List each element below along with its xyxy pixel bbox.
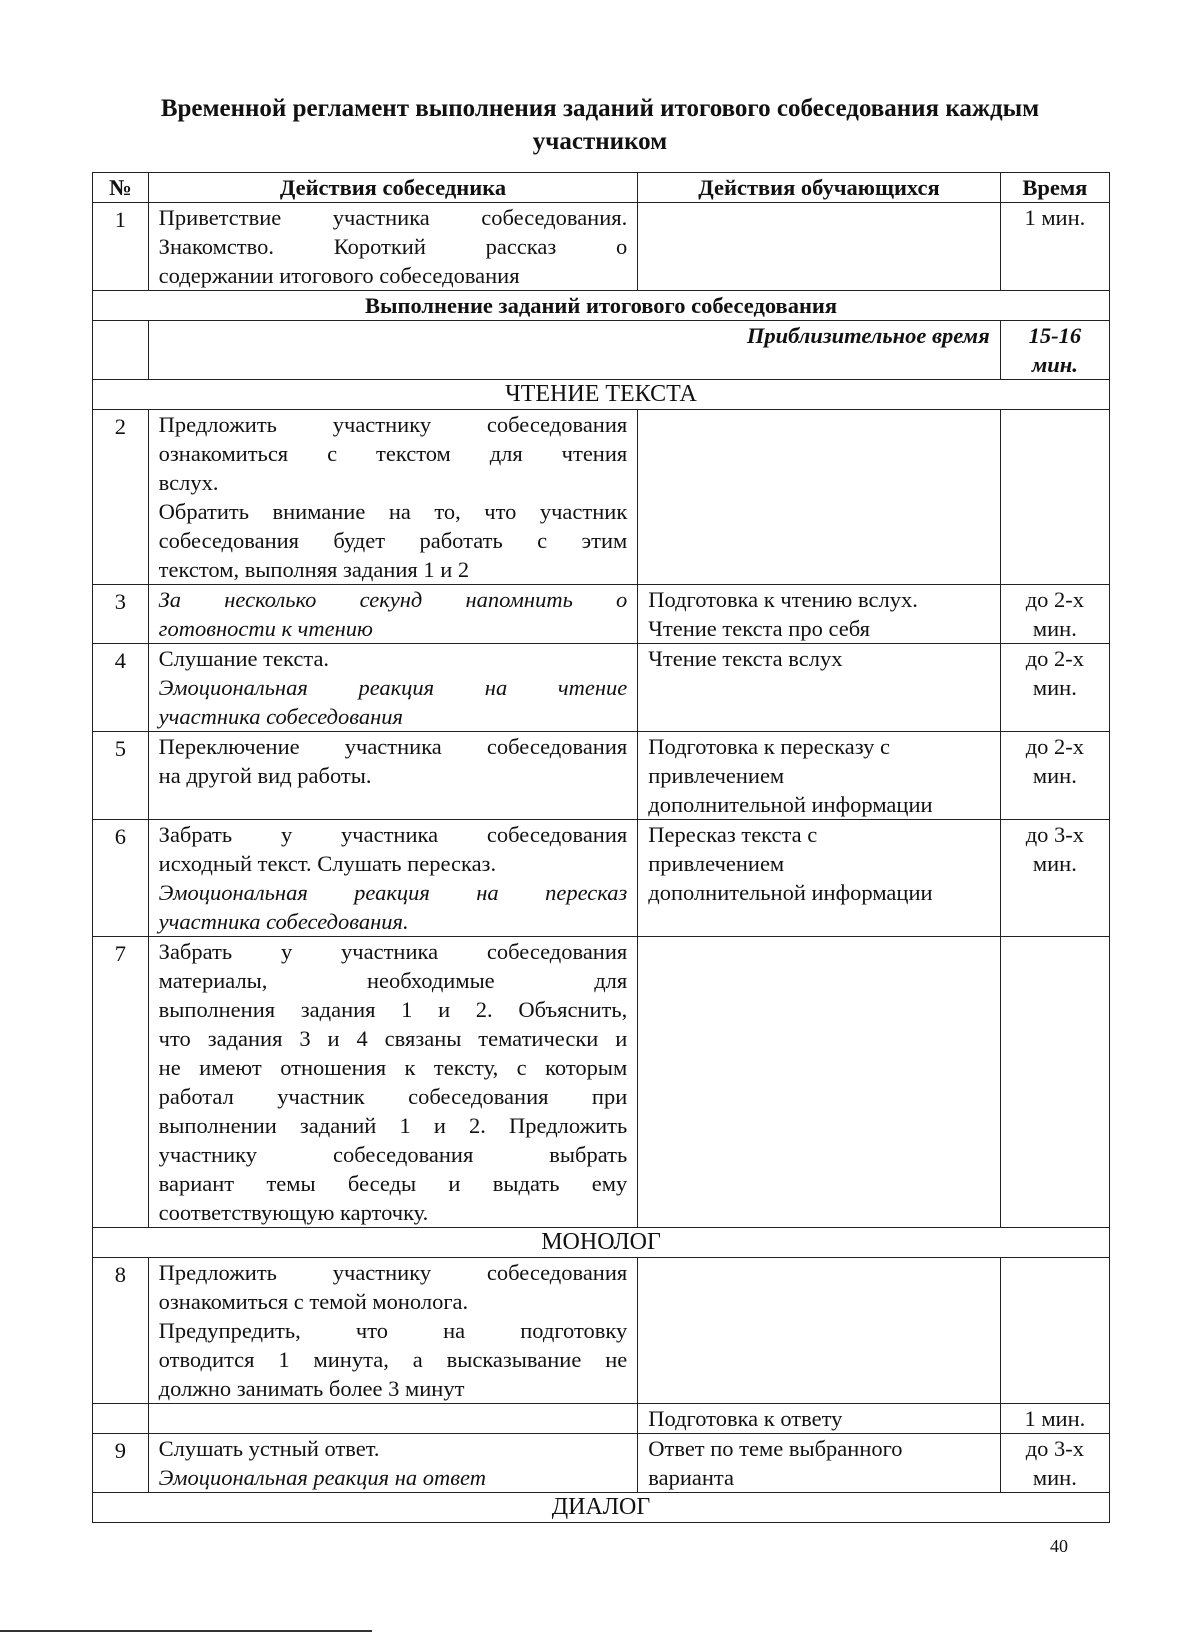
interviewer-actions bbox=[148, 644, 638, 732]
section-row bbox=[93, 1493, 1110, 1523]
table-row bbox=[93, 732, 1110, 820]
text-line: текстом, выполняя задания 1 и 2 bbox=[158, 557, 470, 582]
time-line1: до 2-х bbox=[1025, 587, 1085, 612]
table-row bbox=[93, 1404, 1110, 1434]
text-line: вариант темы беседы и выдать ему bbox=[158, 1171, 628, 1196]
interviewer-actions bbox=[148, 410, 638, 585]
text-line: дополнительной информации bbox=[648, 880, 933, 905]
text-line: не имеют отношения к тексту, с которым bbox=[158, 1055, 628, 1080]
text-line: Ответ по теме выбранного bbox=[648, 1436, 903, 1461]
time-cell bbox=[1000, 585, 1109, 644]
text-line: Забрать у участника собеседования bbox=[158, 822, 628, 847]
table-row bbox=[93, 820, 1110, 937]
time-line2: мин. bbox=[1032, 851, 1077, 876]
text-line: участника собеседования bbox=[158, 704, 403, 729]
time-line2: мин. bbox=[1032, 763, 1077, 788]
student-actions bbox=[638, 644, 1000, 732]
section-monolog: МОНОЛОГ bbox=[93, 1228, 1110, 1258]
text-line: За несколько секунд напомнить о bbox=[158, 587, 628, 612]
row-number: 9 bbox=[93, 1434, 149, 1493]
text-line: ознакомиться с темой монолога. bbox=[158, 1289, 469, 1314]
text-line: участника собеседования. bbox=[158, 909, 409, 934]
text-line: ознакомиться с текстом для чтения bbox=[158, 441, 628, 466]
title-line-2: участником bbox=[532, 128, 668, 155]
table-row bbox=[93, 644, 1110, 732]
text-line: Предупредить, что на подготовку bbox=[158, 1318, 628, 1343]
schedule-table bbox=[92, 172, 1110, 1523]
text-line: Эмоциональная реакция на ответ bbox=[158, 1465, 486, 1490]
time-cell bbox=[1000, 732, 1109, 820]
title-line-1: Временной регламент выполнения заданий итогового собеседования каждым bbox=[160, 95, 1040, 122]
student-actions bbox=[638, 410, 1000, 585]
student-actions bbox=[638, 820, 1000, 937]
text-line: Эмоциональная реакция на пересказ bbox=[158, 880, 628, 905]
time-cell bbox=[1000, 644, 1109, 732]
section-row bbox=[93, 380, 1110, 410]
row-number: 1 bbox=[93, 203, 149, 291]
text-line: отводится 1 минута, а высказывание не bbox=[158, 1347, 628, 1372]
interviewer-actions bbox=[148, 937, 638, 1228]
row-number: 5 bbox=[93, 732, 149, 820]
header-interviewer-actions: Действия собеседника bbox=[148, 173, 638, 203]
row-number: 8 bbox=[93, 1258, 149, 1404]
time-line1: до 2-х bbox=[1025, 646, 1085, 671]
text-line: работал участник собеседования при bbox=[158, 1084, 628, 1109]
text-line: дополнительной информации bbox=[648, 792, 933, 817]
table-header-row bbox=[93, 173, 1110, 203]
text-line: Слушание текста. bbox=[158, 646, 330, 671]
time-cell bbox=[1000, 1258, 1109, 1404]
text-line: участнику собеседования выбрать bbox=[158, 1142, 628, 1167]
row-number: 3 bbox=[93, 585, 149, 644]
interviewer-actions bbox=[148, 732, 638, 820]
text-line: Предложить участнику собеседования bbox=[158, 1260, 628, 1285]
text-line: Подготовка к пересказу с bbox=[648, 734, 891, 759]
time-line2: мин. bbox=[1032, 616, 1077, 641]
text-line: материалы, необходимые для bbox=[158, 968, 628, 993]
text-line: готовности к чтению bbox=[158, 616, 373, 641]
header-student-actions: Действия обучающихся bbox=[638, 173, 1000, 203]
time-line1: до 2-х bbox=[1025, 734, 1085, 759]
text-line: Чтение текста вслух bbox=[648, 646, 843, 671]
time-cell bbox=[1000, 410, 1109, 585]
student-actions: Подготовка к ответу bbox=[638, 1404, 1000, 1434]
text-line: Чтение текста про себя bbox=[648, 616, 870, 641]
table-row bbox=[93, 203, 1110, 291]
approx-time-line2: мин. bbox=[1031, 352, 1078, 377]
approx-time-row bbox=[93, 321, 1110, 380]
header-number: № bbox=[93, 173, 149, 203]
row-number: 2 bbox=[93, 410, 149, 585]
interviewer-actions bbox=[148, 1434, 638, 1493]
text-line: Предложить участнику собеседования bbox=[158, 412, 628, 437]
header-time: Время bbox=[1000, 173, 1109, 203]
text-line: должно занимать более 3 минут bbox=[158, 1376, 465, 1401]
text-line: выполнения задания 1 и 2. Объяснить, bbox=[158, 997, 628, 1022]
student-actions bbox=[638, 937, 1000, 1228]
section-reading: ЧТЕНИЕ ТЕКСТА bbox=[93, 380, 1110, 410]
text-line: выполнении заданий 1 и 2. Предложить bbox=[158, 1113, 628, 1138]
row-number: 7 bbox=[93, 937, 149, 1228]
section-main-title: Выполнение заданий итогового собеседования bbox=[93, 291, 1110, 321]
text-line: Обратить внимание на то, что участник bbox=[158, 499, 628, 524]
table-row bbox=[93, 1258, 1110, 1404]
student-actions bbox=[638, 585, 1000, 644]
text-line: исходный текст. Слушать пересказ. bbox=[158, 851, 497, 876]
interviewer-actions bbox=[148, 1258, 638, 1404]
text-line: привлечением bbox=[648, 851, 785, 876]
text-line: Забрать у участника собеседования bbox=[158, 939, 628, 964]
row-number: 6 bbox=[93, 820, 149, 937]
interviewer-actions bbox=[148, 203, 638, 291]
text-line: Эмоциональная реакция на чтение bbox=[158, 675, 628, 700]
time-cell: 1 мин. bbox=[1000, 1404, 1109, 1434]
table-row bbox=[93, 410, 1110, 585]
text-line: соответствующую карточку. bbox=[158, 1200, 429, 1225]
time-line2: мин. bbox=[1032, 675, 1077, 700]
student-actions bbox=[638, 1258, 1000, 1404]
student-actions bbox=[638, 1434, 1000, 1493]
interviewer-actions bbox=[148, 585, 638, 644]
table-row bbox=[93, 937, 1110, 1228]
text-line: собеседования будет работать с этим bbox=[158, 528, 628, 553]
text-line: Знакомство. Короткий рассказ о bbox=[158, 234, 628, 259]
text-line: варианта bbox=[648, 1465, 734, 1490]
approx-time-label: Приблизительное время bbox=[148, 321, 1000, 380]
time-cell bbox=[1000, 820, 1109, 937]
text-line: Пересказ текста с bbox=[648, 822, 818, 847]
table-row bbox=[93, 585, 1110, 644]
text-line: содержании итогового собеседования bbox=[158, 263, 520, 288]
text-line: на другой вид работы. bbox=[158, 763, 372, 788]
document-title bbox=[0, 92, 1200, 158]
footnote-divider bbox=[0, 1630, 372, 1632]
time-line2: мин. bbox=[1032, 1465, 1077, 1490]
text-line: что задания 3 и 4 связаны тематически и bbox=[158, 1026, 628, 1051]
time-cell: 1 мин. bbox=[1000, 203, 1109, 291]
page-number: 40 bbox=[1050, 1536, 1068, 1556]
time-line1: до 3-х bbox=[1025, 1436, 1085, 1461]
student-actions bbox=[638, 732, 1000, 820]
text-line: вслух. bbox=[158, 470, 219, 495]
text-line: Переключение участника собеседования bbox=[158, 734, 628, 759]
table-row bbox=[93, 1434, 1110, 1493]
section-dialog: ДИАЛОГ bbox=[93, 1493, 1110, 1523]
time-cell bbox=[1000, 937, 1109, 1228]
time-line1: до 3-х bbox=[1025, 822, 1085, 847]
approx-time-line1: 15-16 bbox=[1028, 323, 1082, 348]
interviewer-actions bbox=[148, 820, 638, 937]
section-row bbox=[93, 291, 1110, 321]
row-number: 4 bbox=[93, 644, 149, 732]
text-line: привлечением bbox=[648, 763, 785, 788]
text-line: Слушать устный ответ. bbox=[158, 1436, 380, 1461]
text-line: Подготовка к чтению вслух. bbox=[648, 587, 918, 612]
approx-time-value bbox=[1000, 321, 1109, 380]
time-cell bbox=[1000, 1434, 1109, 1493]
student-actions bbox=[638, 203, 1000, 291]
section-row bbox=[93, 1228, 1110, 1258]
text-line: Приветствие участника собеседования. bbox=[158, 205, 628, 230]
